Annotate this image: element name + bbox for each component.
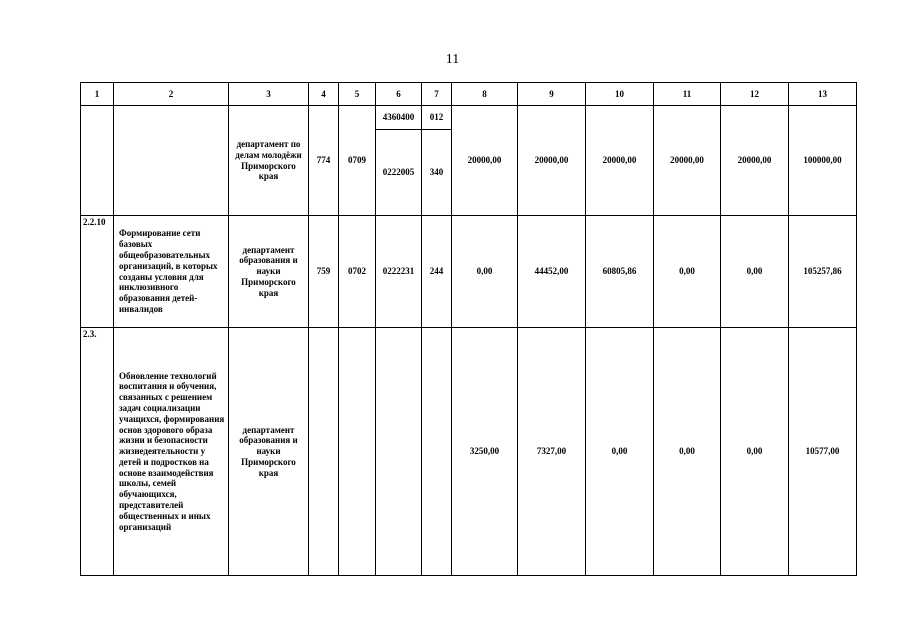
- header-row: [81, 83, 857, 106]
- cell-col6: 0222005: [376, 130, 422, 216]
- cell-col12: 0,00: [721, 328, 789, 576]
- header-cell: 7: [422, 83, 452, 106]
- table-row: [81, 328, 857, 576]
- header-cell: 12: [721, 83, 789, 106]
- header-cell: 9: [518, 83, 586, 106]
- cell-col8: 20000,00: [452, 106, 518, 216]
- row-number: [81, 106, 114, 216]
- cell-col9: 44452,00: [518, 216, 586, 328]
- row-name: [114, 106, 229, 216]
- cell-col10: 60805,86: [586, 216, 654, 328]
- cell-col9: 7327,00: [518, 328, 586, 576]
- cell-col5: 0702: [339, 216, 376, 328]
- row-department: департамент образования и науки Приморского края: [229, 328, 309, 576]
- cell-col11: 20000,00: [654, 106, 721, 216]
- header-cell: 6: [376, 83, 422, 106]
- table-row: [81, 216, 857, 328]
- row-department: департамент по делам молодёжи Приморского края: [229, 106, 309, 216]
- cell-col13: 10577,00: [789, 328, 857, 576]
- header-cell: 3: [229, 83, 309, 106]
- header-cell: 4: [309, 83, 339, 106]
- cell-col6: [376, 328, 422, 576]
- row-name: Формирование сети базовых общеобразовательных организаций, в которых созданы условия для инклюзивного образования детей-инвалидов: [114, 216, 229, 328]
- row-number: 2.3.: [81, 328, 114, 576]
- header-cell: 2: [114, 83, 229, 106]
- cell-col10: 20000,00: [586, 106, 654, 216]
- cell-col10: 0,00: [586, 328, 654, 576]
- cell-col4: 759: [309, 216, 339, 328]
- row-number: 2.2.10: [81, 216, 114, 328]
- page-number: 11: [445, 52, 460, 67]
- cell-col13: 105257,86: [789, 216, 857, 328]
- cell-col8: 3250,00: [452, 328, 518, 576]
- cell-col7: 340: [422, 130, 452, 216]
- row-name: Обновление технологий воспитания и обучения, связанных с решением задач социализации учащихся, формирования основ здорового образа жизни и безопасности жизнедеятельности у детей и подростков на основе взаимодействия школы, семей обучающихся, представителей общественных и иных организаций: [114, 328, 229, 576]
- cell-col4: [309, 328, 339, 576]
- cell-col9: 20000,00: [518, 106, 586, 216]
- cell-col8: 0,00: [452, 216, 518, 328]
- cell-col12: 20000,00: [721, 106, 789, 216]
- cell-col5: [339, 328, 376, 576]
- cell-col7: 244: [422, 216, 452, 328]
- cell-col5: 0709: [339, 106, 376, 216]
- cell-col11: 0,00: [654, 328, 721, 576]
- cell-col11: 0,00: [654, 216, 721, 328]
- header-cell: 8: [452, 83, 518, 106]
- row-department: департамент образования и науки Приморского края: [229, 216, 309, 328]
- table-row: [81, 106, 857, 130]
- budget-table: [80, 82, 857, 576]
- cell-col4: 774: [309, 106, 339, 216]
- header-cell: 10: [586, 83, 654, 106]
- header-cell: 13: [789, 83, 857, 106]
- cell-col13: 100000,00: [789, 106, 857, 216]
- header-cell: 1: [81, 83, 114, 106]
- cell-col7: [422, 328, 452, 576]
- cell-col6-top: 4360400: [376, 106, 422, 130]
- header-cell: 5: [339, 83, 376, 106]
- header-cell: 11: [654, 83, 721, 106]
- cell-col6: 0222231: [376, 216, 422, 328]
- cell-col12: 0,00: [721, 216, 789, 328]
- cell-col7-top: 012: [422, 106, 452, 130]
